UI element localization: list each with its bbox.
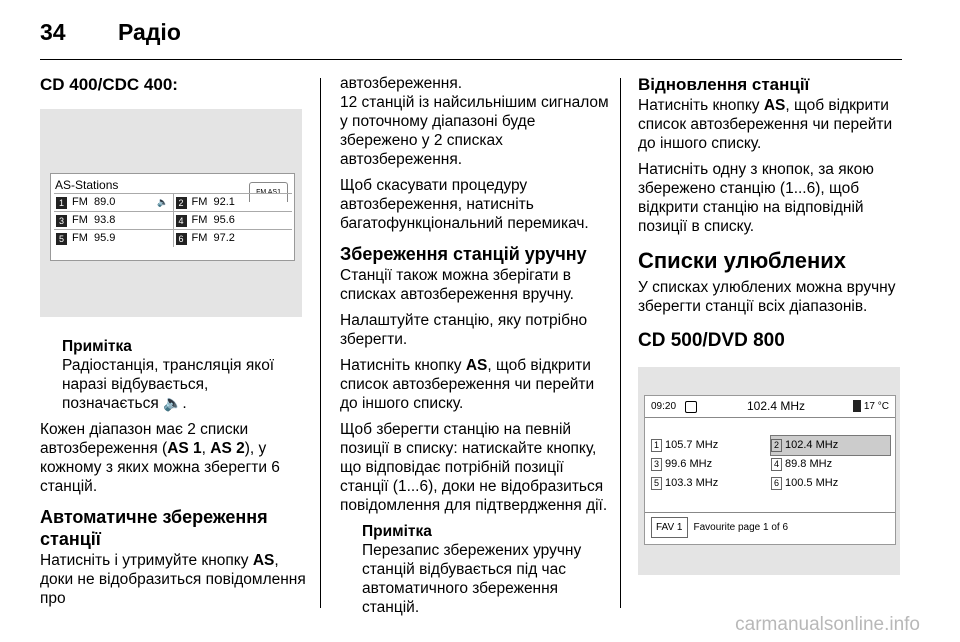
column-1 [40,74,308,615]
paragraph: Щоб зберегти станцію на певній позиції в списку: натискайте кнопку, що відповідає потрібній позиції станції (1...6), доки не відобразиться повідомлення для підтвердження дії. [340,421,608,514]
preset-number: 1 [56,197,67,209]
station-label: FM 89.0 [72,196,116,208]
fav-page-text: Favourite page 1 of 6 [693,522,789,533]
paragraph: Станції також можна зберігати в списках автозбереження вручну. [340,267,574,303]
as-station-6[interactable] [173,230,293,247]
favourite-label: 89.8 MHz [785,458,833,470]
thermometer-icon [853,400,861,412]
station-label: FM 97.2 [191,232,235,244]
favourites-grid [651,436,891,493]
favourite-number: 1 [651,439,662,452]
favourite-5[interactable] [651,474,771,493]
paragraph: Натисніть кнопку AS, щоб відкрити список автозбереження чи перейти до іншого списку. [340,357,595,412]
source-icon [685,401,697,413]
favourite-label: 103.3 MHz [665,477,719,489]
paragraph: У списках улюблених можна вручну зберегти станції всіх діапазонів. [638,279,896,315]
favourite-row [651,436,891,455]
preset-number: 4 [176,215,187,227]
station-label: FM 92.1 [191,196,235,208]
favourites-screen [638,367,900,575]
favourites-footer [645,512,895,538]
preset-number: 3 [56,215,67,227]
paragraph: Натисніть кнопку AS, щоб відкрити список автозбереження чи перейти до іншого списку. [638,97,893,152]
favourite-1[interactable] [651,436,770,455]
paragraph: 12 станцій із найсильнішим сигналом у поточному діапазоні буде збережено у 2 списках автозбереження. [340,94,609,168]
paragraph: Натисніть одну з кнопок, за якою збережено станцію (1...6), щоб відкрити станцію на відповідній позиції в списку. [638,161,874,235]
as-station-4[interactable] [173,212,293,229]
column-2 [340,74,612,624]
clock: 09:20 [651,401,677,412]
as-station-row [54,211,292,229]
favourite-label: 99.6 MHz [665,458,713,470]
paragraph: Кожен діапазон має 2 списки автозбереження (AS 1, AS 2), у кожному з яких можна зберегти 6 станцій. [40,421,280,495]
column-divider-1 [320,78,321,608]
paragraph: Натисніть і утримуйте кнопку AS, доки не відобразиться повідомлення про [40,552,306,607]
favourite-6[interactable] [771,474,891,493]
favourite-number: 2 [771,439,782,452]
favourite-3[interactable] [651,455,771,474]
favourite-4[interactable] [771,455,891,474]
auto-save-heading: Автоматичне збереження станції [40,507,268,549]
favourite-number: 4 [771,458,782,471]
watermark: carmanualsonline.info [735,614,920,635]
note-2-title: Примітка [362,523,432,540]
favourite-number: 3 [651,458,662,471]
preset-number: 5 [56,233,67,245]
station-label: FM 95.6 [191,214,235,226]
manual-save-heading: Збереження станцій уручну [340,244,587,264]
column-3 [638,74,906,575]
as-station-row [54,229,292,247]
as-tab: FM AS1 [249,182,288,202]
current-frequency: 102.4 MHz [747,399,806,413]
cd500-heading: CD 500/DVD 800 [638,330,785,351]
favourite-2[interactable] [770,435,891,456]
favourite-row [651,455,891,474]
restore-heading: Відновлення станції [638,75,810,94]
fav-button[interactable]: FAV 1 [651,517,688,538]
note-1-title: Примітка [62,338,132,355]
page-header [40,14,181,50]
temperature [853,397,895,416]
speaker-icon: 🔈 [157,197,169,207]
as-stations-title: AS-Stations [55,178,119,192]
cd400-heading: CD 400/CDC 400: [40,75,178,94]
paragraph: автозбереження. [340,75,463,92]
favourite-label: 100.5 MHz [785,477,839,489]
note-1 [40,337,308,413]
header-rule [40,59,902,60]
temperature-value: 17 °C [863,401,889,412]
preset-number: 2 [176,197,187,209]
favourites-heading: Списки улюблених [638,248,847,273]
favourite-label: 102.4 MHz [785,439,839,451]
column-divider-2 [620,78,621,608]
paragraph: Щоб скасувати процедуру автозбереження, натисніть багатофункціональний перемикач. [340,177,589,232]
as-station-row [54,193,292,211]
favourite-number: 5 [651,477,662,490]
note-1-text: Радіостанція, трансляція якої наразі відбувається, позначається 🔈. [62,357,275,412]
as-stations-grid [54,193,292,247]
station-label: FM 93.8 [72,214,116,226]
station-label: FM 95.9 [72,232,116,244]
as-station-5[interactable] [54,230,173,247]
favourite-label: 105.7 MHz [665,439,719,451]
paragraph: Налаштуйте станцію, яку потрібно зберегти. [340,312,588,348]
as-station-2[interactable] [173,194,293,211]
favourites-panel [644,395,896,545]
as-station-3[interactable] [54,212,173,229]
as-station-1[interactable] [54,194,173,211]
note-2 [340,522,612,617]
as-stations-panel [50,173,295,261]
section-title: Радіо [118,18,181,45]
favourite-number: 6 [771,477,782,490]
page-number: 34 [40,18,66,45]
as-stations-screen [40,109,302,317]
preset-number: 6 [176,233,187,245]
status-bar [645,396,895,418]
note-2-text: Перезапис збережених уручну станцій відбувається під час автоматичного збереження станцій. [362,542,582,616]
favourite-row [651,474,891,493]
